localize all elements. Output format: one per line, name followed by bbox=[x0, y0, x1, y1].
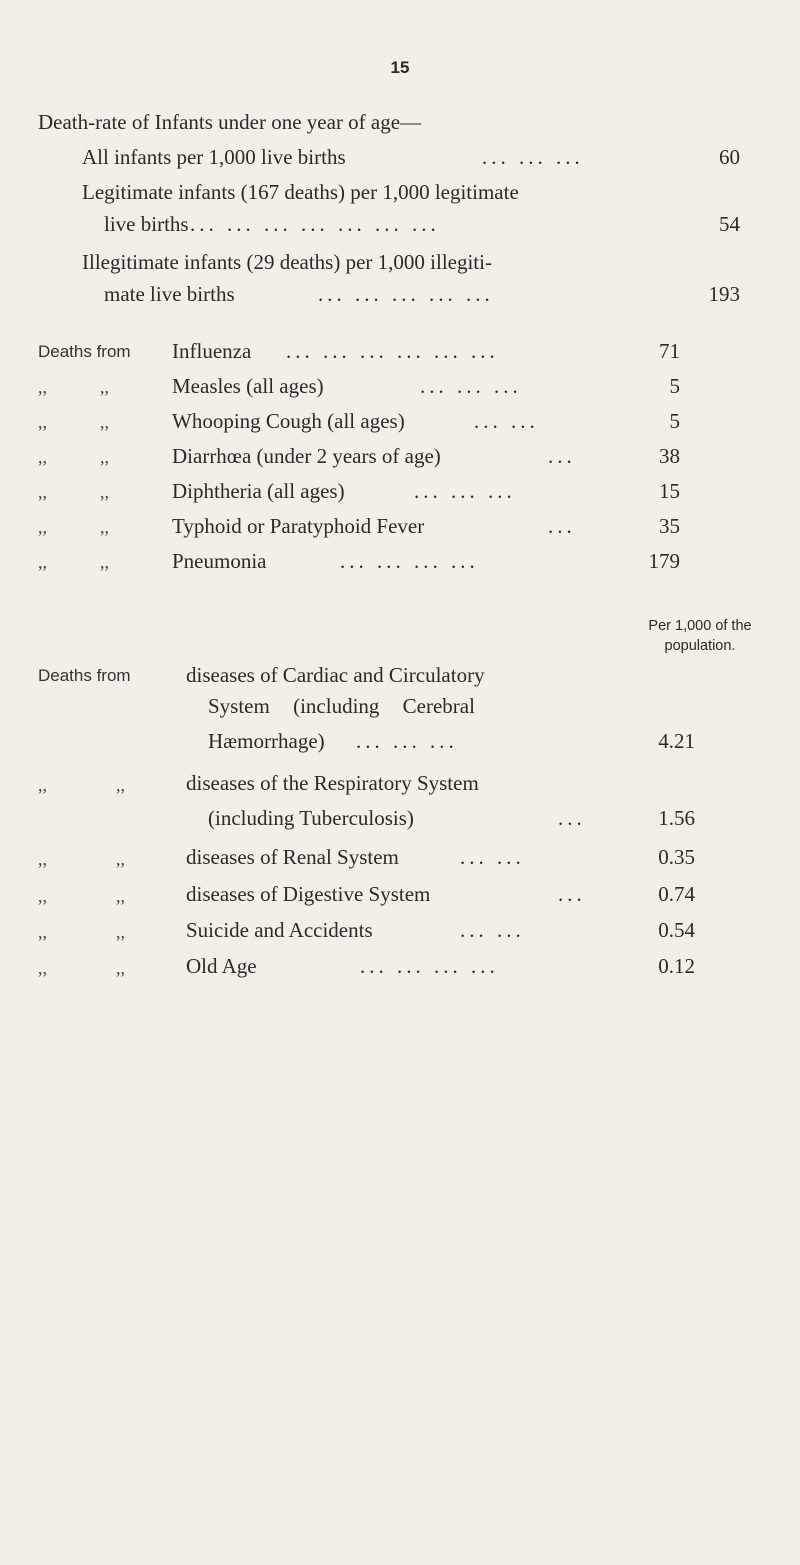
infant-heading: Death-rate of Infants under one year of age— bbox=[38, 110, 422, 134]
disease-label-cont: Hæmorrhage) bbox=[208, 729, 325, 753]
ditto-mark: ,, bbox=[38, 886, 47, 906]
leader-dots: ... ... ... ... bbox=[360, 954, 499, 978]
cause-label: Measles (all ages) bbox=[172, 374, 324, 398]
ditto-mark: ,, bbox=[38, 517, 47, 537]
cause-label: Pneumonia bbox=[172, 549, 267, 573]
leader-dots: ... ... ... bbox=[414, 479, 516, 503]
cause-label: Influenza bbox=[172, 339, 252, 363]
ditto-mark: ,, bbox=[100, 517, 109, 537]
infant-row-label: All infants per 1,000 live births bbox=[82, 145, 346, 169]
leader-dots: ... ... ... bbox=[356, 729, 458, 753]
ditto-mark: ,, bbox=[100, 552, 109, 572]
ditto-mark: ,, bbox=[116, 849, 125, 869]
cause-value: 35 bbox=[659, 514, 680, 538]
cause-value: 71 bbox=[659, 339, 680, 363]
leader-dots: ... ... ... bbox=[482, 145, 584, 169]
disease-value: 0.35 bbox=[658, 845, 695, 869]
column-header: Per 1,000 of the population. bbox=[648, 618, 752, 654]
ditto-mark: ,, bbox=[38, 922, 47, 942]
cause-label: Diarrhœa (under 2 years of age) bbox=[172, 444, 441, 468]
ditto-mark: ,, bbox=[100, 412, 109, 432]
ditto-mark: ,, bbox=[116, 886, 125, 906]
disease-label-cont: System (including Cerebral bbox=[208, 694, 475, 718]
infant-row-value: 60 bbox=[719, 145, 740, 169]
leader-dots: ... bbox=[548, 514, 576, 538]
ditto-mark: ,, bbox=[100, 377, 109, 397]
ditto-mark: ,, bbox=[116, 775, 125, 795]
disease-label: Old Age bbox=[186, 954, 257, 978]
ditto-mark: ,, bbox=[100, 447, 109, 467]
ditto-mark: ,, bbox=[38, 377, 47, 397]
deaths-from-label: Deaths from bbox=[38, 342, 131, 361]
disease-value: 1.56 bbox=[658, 806, 695, 830]
leader-dots: ... ... bbox=[460, 845, 525, 869]
cause-label: Diphtheria (all ages) bbox=[172, 479, 345, 503]
infant-row-label-cont: mate live births bbox=[104, 282, 235, 306]
ditto-mark: ,, bbox=[38, 849, 47, 869]
deaths-from-label: Deaths from bbox=[38, 666, 131, 685]
leader-dots: ... ... ... ... ... ... ... bbox=[190, 212, 440, 236]
leader-dots: ... bbox=[558, 806, 586, 830]
disease-value: 4.21 bbox=[658, 729, 695, 753]
infant-row-label: Illegitimate infants (29 deaths) per 1,000 illegiti- bbox=[82, 250, 492, 274]
disease-label: diseases of the Respiratory System bbox=[186, 771, 479, 795]
page-number: 15 bbox=[390, 58, 410, 77]
cause-label: Whooping Cough (all ages) bbox=[172, 409, 405, 433]
disease-value: 0.12 bbox=[658, 954, 695, 978]
ditto-mark: ,, bbox=[38, 447, 47, 467]
cause-value: 5 bbox=[669, 374, 680, 398]
ditto-mark: ,, bbox=[116, 958, 125, 978]
infant-row-label: Legitimate infants (167 deaths) per 1,000 legitimate bbox=[82, 180, 519, 204]
cause-label: Typhoid or Paratyphoid Fever bbox=[172, 514, 425, 538]
leader-dots: ... bbox=[548, 444, 576, 468]
infant-row-value: 193 bbox=[708, 282, 740, 306]
disease-value: 0.74 bbox=[658, 882, 695, 906]
disease-label: diseases of Renal System bbox=[186, 845, 399, 869]
disease-label-cont: (including Tuberculosis) bbox=[208, 806, 414, 830]
cause-value: 5 bbox=[669, 409, 680, 433]
leader-dots: ... ... ... ... ... ... bbox=[286, 339, 499, 363]
ditto-mark: ,, bbox=[116, 922, 125, 942]
infant-row-value: 54 bbox=[719, 212, 740, 236]
leader-dots: ... ... ... bbox=[420, 374, 522, 398]
infant-row-label-cont: live births bbox=[104, 212, 189, 236]
leader-dots: ... ... bbox=[474, 409, 539, 433]
leader-dots: ... bbox=[558, 882, 586, 906]
ditto-mark: ,, bbox=[38, 412, 47, 432]
cause-value: 38 bbox=[659, 444, 680, 468]
leader-dots: ... ... ... ... ... bbox=[318, 282, 494, 306]
leader-dots: ... ... bbox=[460, 918, 525, 942]
ditto-mark: ,, bbox=[38, 482, 47, 502]
disease-label: Suicide and Accidents bbox=[186, 918, 373, 942]
disease-value: 0.54 bbox=[658, 918, 695, 942]
leader-dots: ... ... ... ... bbox=[340, 549, 479, 573]
disease-label: diseases of Digestive System bbox=[186, 882, 431, 906]
ditto-mark: ,, bbox=[38, 958, 47, 978]
cause-value: 15 bbox=[659, 479, 680, 503]
cause-value: 179 bbox=[648, 549, 680, 573]
disease-label: diseases of Cardiac and Circulatory bbox=[186, 663, 485, 687]
ditto-mark: ,, bbox=[38, 775, 47, 795]
ditto-mark: ,, bbox=[38, 552, 47, 572]
ditto-mark: ,, bbox=[100, 482, 109, 502]
